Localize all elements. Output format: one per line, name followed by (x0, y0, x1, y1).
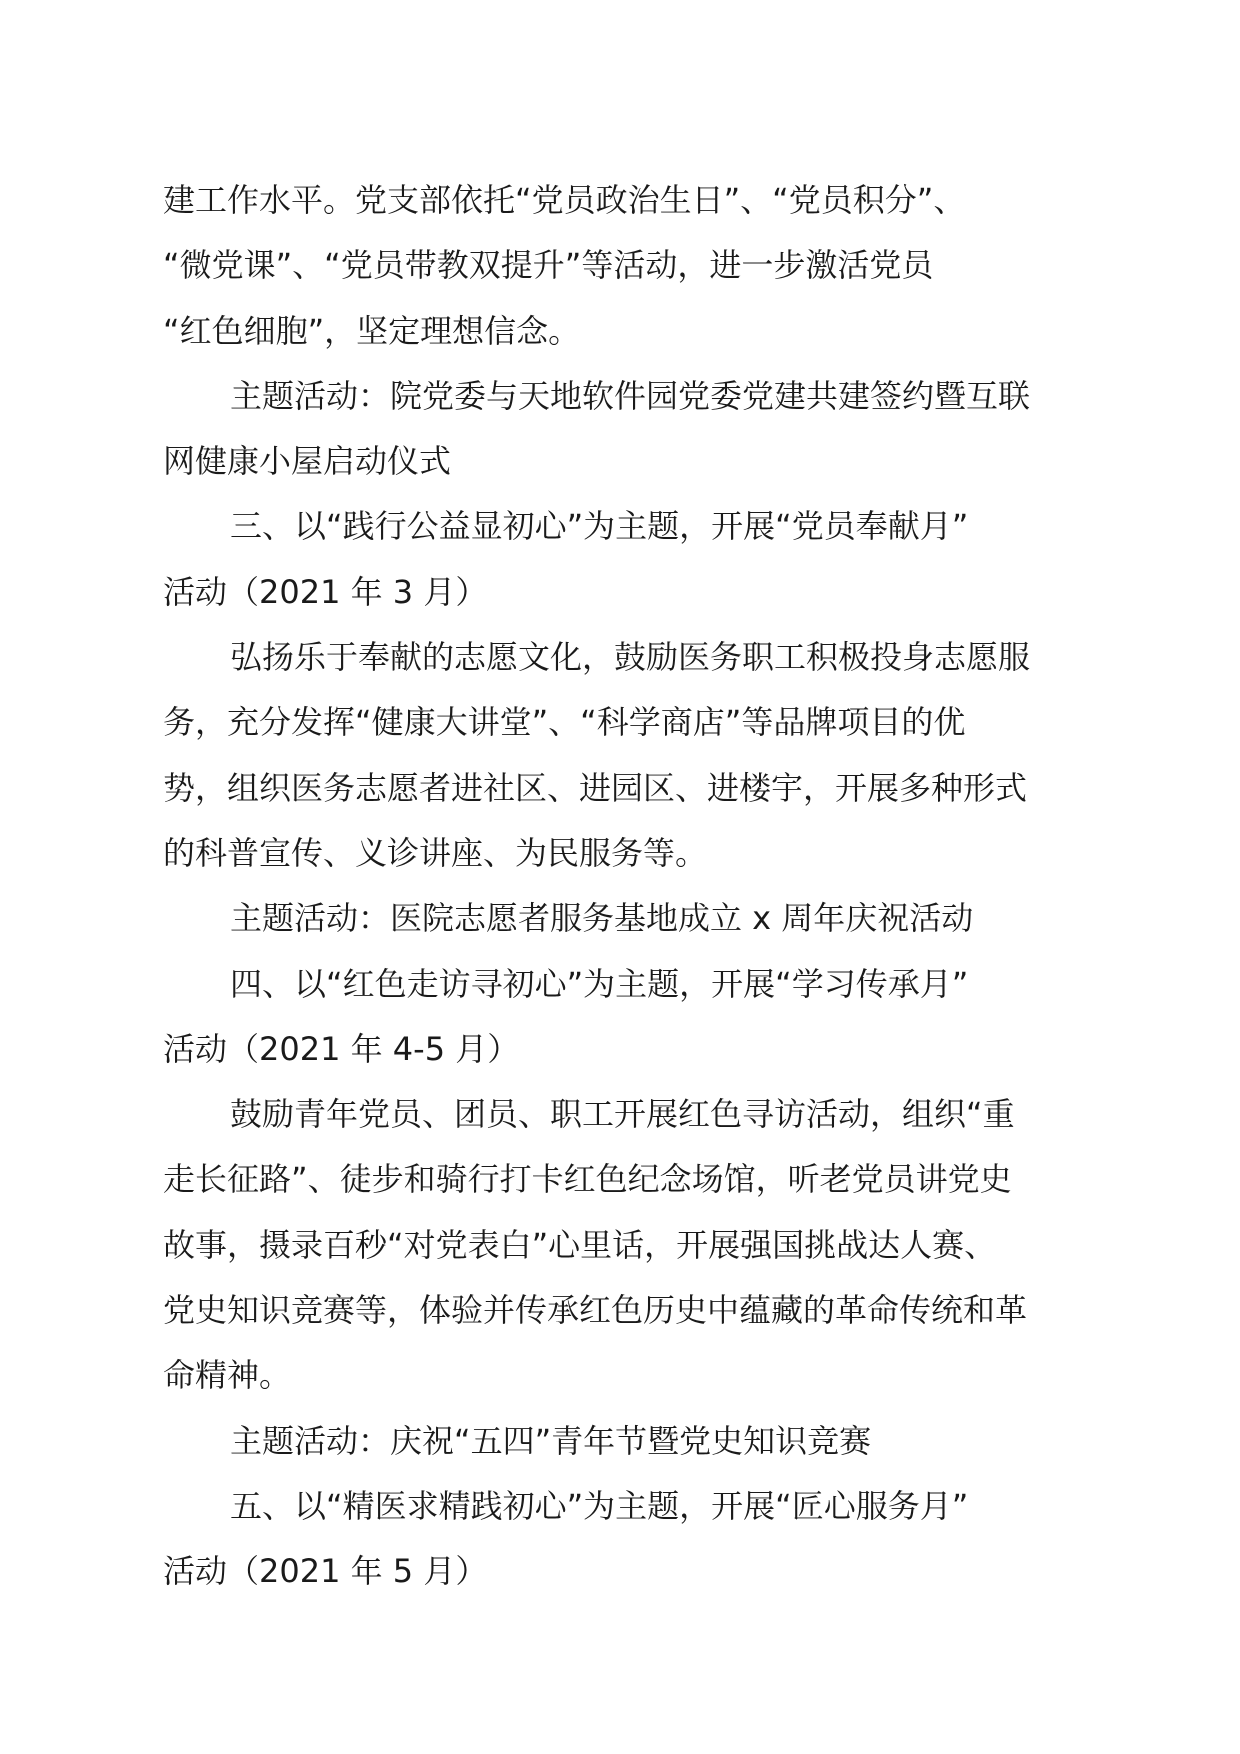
text-line: 网健康小屋启动仪式 (163, 442, 452, 481)
text-line: 走长征路”、徒步和骑行打卡红色纪念场馆，听老党员讲党史 (163, 1160, 1012, 1199)
section-heading: 三、以“践行公益显初心”为主题，开展“党员奉献月” (230, 507, 969, 546)
section-heading-cont: 活动（2021 年 5 月） (163, 1552, 488, 1591)
text-line: 故事，摄录百秒“对党表白”心里话，开展强国挑战达人赛、 (163, 1225, 997, 1264)
text-line: 党史知识竞赛等，体验并传承红色历史中蕴藏的革命传统和革 (163, 1291, 1028, 1330)
section-heading-cont: 活动（2021 年 4-5 月） (163, 1029, 520, 1068)
section-heading-cont: 活动（2021 年 3 月） (163, 572, 488, 611)
theme-activity-line: 主题活动：院党委与天地软件园党委党建共建签约暨互联 (230, 376, 1031, 415)
text-line: 的科普宣传、义诊讲座、为民服务等。 (163, 833, 708, 872)
paragraph-line: 弘扬乐于奉献的志愿文化，鼓励医务职工积极投身志愿服 (230, 638, 1031, 677)
text-line: 命精神。 (163, 1356, 292, 1395)
theme-activity-line: 主题活动：庆祝“五四”青年节暨党史知识竞赛 (230, 1421, 872, 1460)
text-line: 建工作水平。党支部依托“党员政治生日”、“党员积分”、 (163, 181, 966, 219)
section-heading: 五、以“精医求精践初心”为主题，开展“匠心服务月” (230, 1486, 969, 1525)
section-heading: 四、以“红色走访寻初心”为主题，开展“学习传承月” (230, 964, 969, 1003)
text-line: “微党课”、“党员带教双提升”等活动，进一步激活党员 (163, 246, 934, 285)
text-line: 务，充分发挥“健康大讲堂”、“科学商店”等品牌项目的优 (163, 703, 966, 742)
paragraph-line: 鼓励青年党员、团员、职工开展红色寻访活动，组织“重 (230, 1095, 1015, 1134)
theme-activity-line: 主题活动：医院志愿者服务基地成立 x 周年庆祝活动 (230, 899, 974, 938)
text-line: 势，组织医务志愿者进社区、进园区、进楼宇，开展多种形式 (163, 768, 1028, 807)
document-body (163, 168, 1063, 1605)
text-line: “红色细胞”，坚定理想信念。 (163, 311, 581, 350)
